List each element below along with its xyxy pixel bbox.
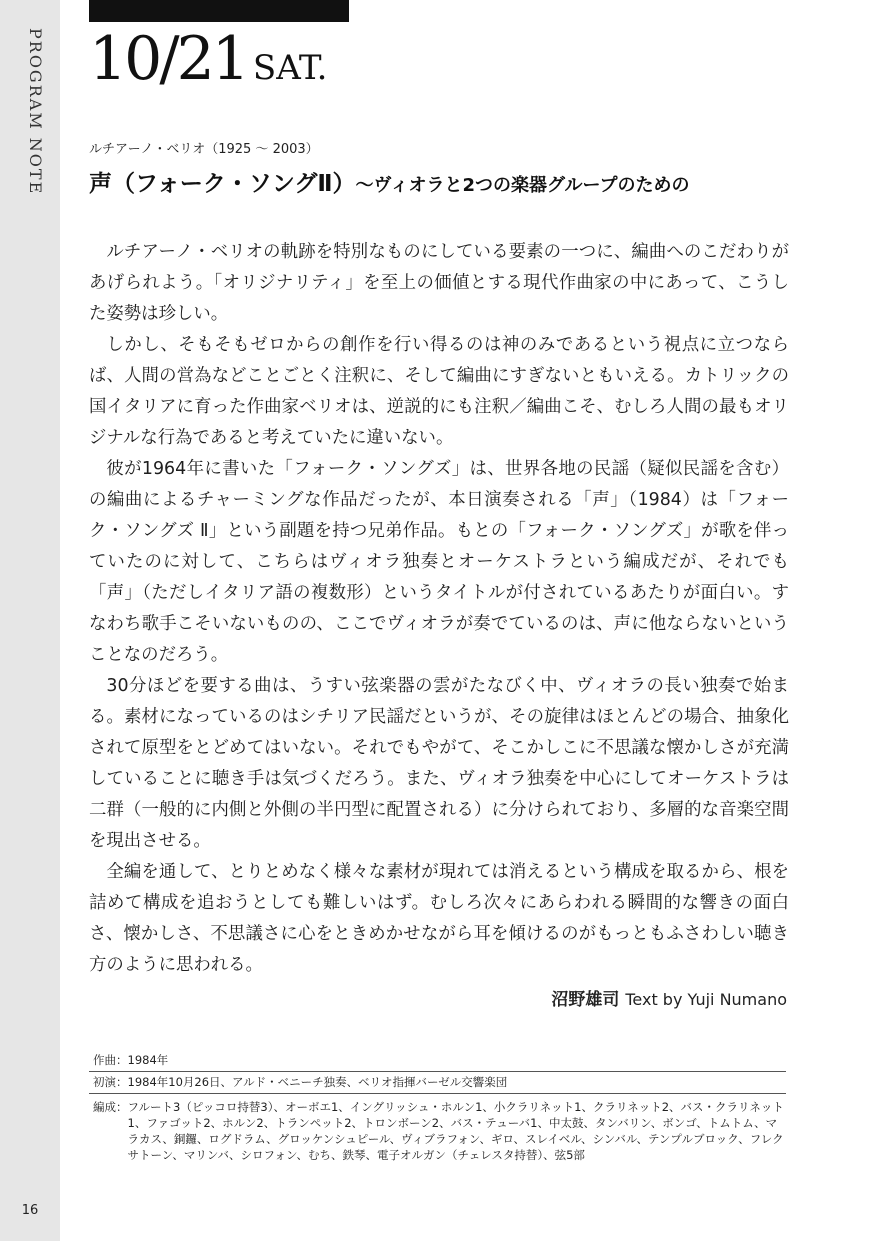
date-day: SAT. <box>252 48 328 88</box>
header-bar <box>89 0 349 22</box>
paragraph: ルチアーノ・ベリオの軌跡を特別なものにしている要素の一つに、編曲へのこだわりがあげられよう。「オリジナリティ」を至上の価値とする現代作曲家の中にあって、こうした姿勢は珍しい。 <box>89 242 789 324</box>
piece-title <box>89 165 690 198</box>
author-signature <box>551 985 787 1010</box>
paragraph: 30分ほどを要する曲は、うすい弦楽器の雲がたなびく中、ヴィオラの長い独奏で始まる。素材になっているのはシチリア民謡だというが、その旋律はほとんどの場合、抽象化されて原型をとどめてはいない。それでもやがて、そこかしこに不思議な懐かしさが充満していることに聴き手は気づくだろう。また、ヴィオラ独奏を中心にしてオーケストラは二群（一般的に内側と外側の半円型に配置される）に分けられており、多層的な音楽空間を現出させる。 <box>89 676 789 851</box>
instrumentation-row <box>89 1094 786 1166</box>
paragraph: しかし、そもそもゼロからの創作を行い得るのは神のみであるという視点に立つならば、人間の営為などことごとく注釈に、そして編曲にすぎないともいえる。カトリックの国イタリアに育った作曲家ベリオは、逆説的にも注釈／編曲こそ、むしろ人間の最もオリジナルな行為であると考えていたに違いない。 <box>89 335 789 448</box>
title-main: 声（フォーク・ソングⅡ） <box>89 171 356 197</box>
date-number: 10/21 <box>89 24 247 94</box>
instrumentation-value: フルート3（ピッコロ持替3）、オーボエ1、イングリッシュ・ホルン1、小クラリネット1、クラリネット2、バス・クラリネット1、ファゴット2、ホルン2、トランペット2、トロンボーン2、バス・テューバ1、中太鼓、タンバリン、ボンゴ、トムトム、マラカス、銅鑼、ログドラム、グロッケンシュピール、ヴィブラフォン、ギロ、スレイベル、シンバル、テンプルブロック、フレクサトーン、マリンバ、シロフォン、むち、鉄琴、電子オルガン（チェレスタ持替）、弦5部 <box>127 1100 784 1162</box>
premiere-row: 初演：1984年10月26日、アルド・ベニーチ独奏、ベリオ指揮バーゼル交響楽団 <box>89 1072 786 1094</box>
paragraph: 彼が1964年に書いた「フォーク・ソングズ」は、世界各地の民謡（疑似民謡を含む）の編曲によるチャーミングな作品だったが、本日演奏される「声」（1984）は「フォーク・ソングズ Ⅱ」という副題を持つ兄弟作品。もとの「フォーク・ソングズ」が歌を伴っていたのに対して、こちらはヴィオラ独奏とオーケストラという編成だが、それでも「声」（ただしイタリア語の複数形）というタイトルが付されているあたりが面白い。すなわち歌手こそいないものの、ここでヴィオラが奏でているのは、声に他ならないということなのだろう。 <box>89 459 789 665</box>
section-label: PROGRAM NOTE <box>26 28 45 196</box>
instrumentation-label: 編成： <box>93 1100 128 1114</box>
composed-row: 作曲：1984年 <box>89 1050 786 1072</box>
sidebar <box>0 0 60 1241</box>
author-name-jp: 沼野雄司 <box>551 990 620 1010</box>
page-number: 16 <box>21 1203 39 1218</box>
author-credit-en: Text by Yuji Numano <box>625 990 787 1009</box>
program-note-body <box>89 237 789 981</box>
piece-info-table <box>89 1050 786 1166</box>
title-subtitle: 〜ヴィオラと2つの楽器グループのための <box>355 175 690 196</box>
composer-line: ルチアーノ・ベリオ（1925 〜 2003） <box>89 142 319 157</box>
paragraph: 全編を通して、とりとめなく様々な素材が現れては消えるという構成を取るから、根を詰めて構成を追おうとしても難しいはず。むしろ次々にあらわれる瞬間的な響きの面白さ、懐かしさ、不思議さに心をときめかせながら耳を傾けるのがもっともふさわしい聴き方のように思われる。 <box>89 862 789 975</box>
concert-date <box>89 24 327 94</box>
